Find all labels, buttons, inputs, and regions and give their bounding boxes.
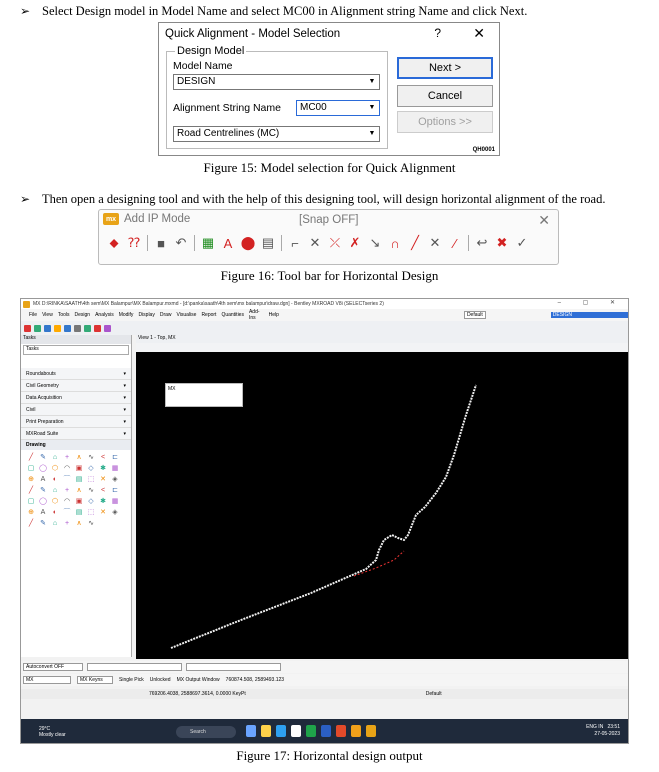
drawing-tool-icon[interactable]: A — [40, 509, 46, 516]
grid-icon[interactable]: ▦ — [201, 235, 215, 250]
icon-bar — [21, 321, 628, 335]
toolbar-separator — [281, 235, 282, 251]
mx-select[interactable]: MX — [23, 676, 71, 684]
menu-addins[interactable]: Add-Ins — [248, 309, 260, 321]
chevron-down-icon: ▾ — [123, 430, 126, 437]
menu-design[interactable]: Design — [74, 312, 91, 318]
snap-status: [Snap OFF] — [299, 214, 359, 226]
tool-icon[interactable] — [74, 325, 81, 332]
alignment-string-select[interactable]: MC00 ▼ — [296, 100, 380, 116]
instruction-step-2: ➢ Then open a designing tool and with the help of this designing tool, will design horizontal alignment of the road. — [20, 192, 606, 206]
edge-icon[interactable] — [276, 725, 286, 737]
bullet-arrow-icon: ➢ — [20, 4, 31, 18]
drawing-tool-icon[interactable]: ▢ — [27, 498, 35, 505]
drawing-tool-icon[interactable]: ⊕ — [28, 476, 34, 483]
tool-icon[interactable] — [54, 325, 61, 332]
string-type-select[interactable]: Road Centrelines (MC) ▼ — [173, 126, 380, 142]
tasks-tools-row — [21, 356, 131, 368]
task-row[interactable]: Roundabouts ▾ — [21, 368, 131, 380]
drawing-tool-icon[interactable]: ⬚ — [87, 509, 95, 516]
bullet-arrow-icon: ➢ — [20, 192, 31, 206]
view-window[interactable] — [136, 335, 628, 659]
group-title: Design Model — [177, 45, 245, 57]
chevron-down-icon: ▾ — [123, 370, 126, 377]
autoconvert-bar — [21, 661, 628, 673]
undo-icon[interactable]: ↶ — [175, 235, 187, 250]
drawing-tool-icon[interactable]: ⊕ — [28, 509, 34, 516]
drawing-tool-icon[interactable]: ◯ — [39, 465, 47, 472]
drawing-tool-icon[interactable]: ◈ — [112, 476, 118, 483]
drawing-tool-icon[interactable]: ▤ — [75, 509, 83, 516]
coords-readout: 760874.508, 2589493.123 — [225, 677, 285, 683]
accept-icon[interactable]: ✓ — [516, 235, 528, 250]
drawing-tool-icon[interactable]: ▤ — [75, 476, 83, 483]
mode-bar — [21, 674, 628, 686]
drawing-tool-icon[interactable]: < — [100, 454, 106, 461]
line-cross-icon[interactable]: ⤫ — [329, 235, 341, 250]
drawing-tool-icon[interactable]: ∿ — [88, 520, 94, 527]
menu-help[interactable]: Help — [268, 312, 279, 318]
floating-panel: MX — [165, 383, 243, 407]
tool-icon[interactable] — [44, 325, 51, 332]
drawing-tool-icon[interactable]: ⌂ — [52, 487, 58, 494]
drawing-tool-icon[interactable]: + — [64, 454, 70, 461]
task-rows — [21, 368, 131, 440]
menu-visualise[interactable]: Visualise — [176, 312, 197, 318]
taskbar-apps — [246, 725, 376, 737]
tool-icon[interactable] — [64, 325, 71, 332]
menu-draw[interactable]: Draw — [159, 312, 172, 318]
dialog-titlebar — [159, 23, 499, 45]
task-row[interactable]: Civil ▾ — [21, 404, 131, 416]
drawing-tool-icon[interactable]: ∧ — [76, 520, 82, 527]
drawing-tool-icon[interactable]: A — [40, 476, 46, 483]
tool-icon[interactable] — [24, 325, 31, 332]
taskbar-search[interactable]: Search — [176, 726, 236, 738]
print-icon[interactable]: ▤ — [261, 235, 275, 250]
drawing-tool-icon[interactable]: ✱ — [100, 498, 106, 505]
drawing-tool-icon[interactable]: ▦ — [111, 498, 119, 505]
app-titlebar — [21, 299, 628, 309]
drawing-tool-icon[interactable]: ◠ — [63, 465, 71, 472]
drawing-tool-icon[interactable]: ▦ — [111, 465, 119, 472]
task-row[interactable]: MXRoad Suite ▾ — [21, 428, 131, 440]
app-title: MX D:\RINKA\SAATH\4th sem\MX Balampur\MX Balampur.mxmd - [d:\panka\saath\4th sem\mx balampur\draw.dgn] - Bentley MXROAD V8i (SELECTseries 2) — [33, 301, 384, 307]
design-field[interactable]: DESIGN — [551, 312, 628, 318]
status-bar — [21, 689, 628, 699]
drawing-tools-grid — [21, 450, 131, 531]
alignment-string-label: Alignment String Name — [173, 102, 281, 114]
mx-logo: mx — [103, 213, 119, 225]
options-button[interactable]: Options >> — [397, 111, 493, 133]
drawing-tool-icon[interactable]: ◯ — [39, 498, 47, 505]
drawing-tool-icon[interactable]: ⬚ — [87, 476, 95, 483]
curve-icon[interactable]: ∕ — [453, 235, 457, 251]
chevron-down-icon: ▾ — [123, 382, 126, 389]
help-icon[interactable]: ⁇ — [128, 235, 140, 250]
menu-tools[interactable]: Tools — [57, 312, 70, 318]
menu-display[interactable]: Display — [138, 312, 155, 318]
menu-view[interactable]: View — [42, 312, 53, 318]
drawing-tool-icon[interactable]: ◐ — [52, 476, 58, 483]
drawing-tool-icon[interactable]: ◇ — [88, 465, 94, 472]
drawing-tool-icon[interactable]: ✕ — [100, 476, 106, 483]
next-button[interactable]: Next > — [397, 57, 493, 79]
model-name-select[interactable]: DESIGN ▼ — [173, 74, 380, 90]
app-icon[interactable] — [246, 725, 256, 737]
dialog-title: Quick Alignment - Model Selection — [165, 28, 341, 40]
drawing-tool-icon[interactable]: ⌂ — [52, 520, 58, 527]
quick-alignment-dialog — [158, 22, 500, 156]
drawing-tool-icon[interactable]: ⌒ — [63, 509, 71, 516]
excel-icon[interactable] — [306, 725, 316, 737]
tool-icon[interactable] — [84, 325, 91, 332]
help-icon[interactable]: ? — [434, 26, 441, 40]
close-icon[interactable]: ✕ — [538, 212, 550, 228]
powerpoint-icon[interactable] — [336, 725, 346, 737]
add-ip-icon[interactable]: ⌐ — [291, 235, 299, 251]
drawing-tool-icon[interactable]: ⊏ — [112, 454, 118, 461]
drawing-tool-icon[interactable]: ◇ — [88, 498, 94, 505]
task-row[interactable]: Print Preparation ▾ — [21, 416, 131, 428]
stop-icon[interactable]: ■ — [157, 235, 165, 251]
chevron-down-icon: ▼ — [368, 78, 376, 85]
design-model-group — [166, 45, 388, 149]
menu-bar — [21, 309, 628, 321]
road-centreline — [171, 385, 476, 648]
drawing-tool-icon[interactable]: ✕ — [100, 509, 106, 516]
dialog-code: QH0001 — [472, 147, 495, 153]
drawing-tool-icon[interactable]: ╱ — [28, 520, 34, 527]
folder-icon[interactable] — [261, 725, 271, 737]
view-title: View 1 - Top, MX — [136, 335, 628, 343]
stamp-icon[interactable]: ⬤ — [240, 235, 256, 250]
instruction-step-1: ➢ Select Design model in Model Name and select MC00 in Alignment string Name and click Next. — [20, 4, 528, 18]
output-window-toggle[interactable]: MX Output Window — [176, 677, 220, 683]
window-controls[interactable]: – ▢ ✕ — [557, 300, 625, 306]
drawing-tool-icon[interactable]: ▢ — [27, 465, 35, 472]
command-input-2[interactable] — [186, 663, 281, 671]
autoconvert-field[interactable]: Autoconvert OFF — [23, 663, 83, 671]
unlocked-select[interactable]: Unlocked — [149, 677, 171, 683]
drawing-tool-icon[interactable]: ⬡ — [51, 465, 59, 472]
arrow-down-icon[interactable]: ↘ — [369, 235, 381, 250]
drawing-tool-icon[interactable]: ∧ — [76, 487, 82, 494]
drawing-tool-icon[interactable]: ∧ — [76, 454, 82, 461]
app-icon — [23, 301, 30, 308]
default-status: Default — [425, 691, 442, 697]
mxroad-screenshot — [20, 298, 629, 744]
multi-cross-icon[interactable]: ✗ — [349, 235, 361, 250]
toolbar-separator — [147, 235, 148, 251]
chevron-down-icon: ▾ — [123, 406, 126, 413]
chevron-down-icon: ▾ — [123, 418, 126, 425]
drawing-header[interactable]: Drawing — [21, 440, 131, 450]
label-icon[interactable]: A — [223, 235, 233, 251]
windows-taskbar — [21, 719, 628, 744]
return-icon[interactable]: ↩ — [476, 235, 488, 250]
tool-icon[interactable] — [104, 325, 111, 332]
tool-icon[interactable] — [94, 325, 101, 332]
drawing-tool-icon[interactable]: ▣ — [75, 498, 83, 505]
level-select[interactable]: Default — [464, 311, 486, 319]
figure-16-caption: Figure 16: Tool bar for Horizontal Design — [220, 268, 439, 283]
cancel-icon[interactable]: ✖ — [496, 235, 508, 250]
drawing-tool-icon[interactable]: < — [100, 487, 106, 494]
drawing-tool-icon[interactable]: + — [64, 520, 70, 527]
drawing-tool-icon[interactable]: ▣ — [75, 465, 83, 472]
x-line-icon[interactable]: ✕ — [429, 235, 441, 250]
mx-keyns-select[interactable]: MX Keyns — [77, 676, 113, 684]
close-icon[interactable]: ✕ — [473, 25, 485, 41]
chrome-icon[interactable] — [351, 725, 361, 737]
mx-icon[interactable] — [366, 725, 376, 737]
cross-icon[interactable]: ✕ — [309, 235, 321, 250]
drawing-tool-icon[interactable]: ╱ — [28, 454, 34, 461]
figure-15-caption: Figure 15: Model selection for Quick Alignment — [203, 160, 456, 175]
drawing-tool-icon[interactable]: ◠ — [63, 498, 71, 505]
menu-modify[interactable]: Modify — [118, 312, 134, 318]
slash-icon[interactable]: ╱ — [411, 235, 419, 250]
drawing-tool-icon[interactable]: ✎ — [40, 487, 46, 494]
pin-icon[interactable]: ⬥ — [109, 235, 119, 250]
chevron-down-icon: ▾ — [123, 394, 126, 401]
drawing-tool-icon[interactable]: ⌂ — [52, 454, 58, 461]
drawing-tool-icon[interactable]: + — [64, 487, 70, 494]
single-pick-select[interactable]: Single Pick — [119, 677, 144, 683]
status-coords: 769206.4038, 2588697.3614, 0.0000 KeyPt — [149, 691, 246, 697]
alignment-drawing — [136, 335, 628, 659]
menu-file[interactable]: File — [29, 312, 38, 318]
command-input[interactable] — [87, 663, 182, 671]
drawing-tool-icon[interactable]: ◈ — [112, 509, 118, 516]
chevron-down-icon: ▼ — [368, 104, 376, 111]
toolbar-separator — [194, 235, 195, 251]
horizontal-design-toolbar — [98, 209, 559, 265]
figure-17-caption: Figure 17: Horizontal design output — [236, 748, 423, 763]
tool-icon[interactable] — [34, 325, 41, 332]
menu-analysis[interactable]: Analysis — [95, 312, 114, 318]
menu-quantities[interactable]: Quantities — [221, 312, 244, 318]
drawing-tool-icon[interactable]: ╱ — [28, 487, 34, 494]
drawing-tool-icon[interactable]: ⌒ — [63, 476, 71, 483]
drawing-tool-icon[interactable]: ∿ — [88, 454, 94, 461]
drawing-tool-icon[interactable]: ⬡ — [51, 498, 59, 505]
toolbar-icons — [105, 234, 531, 252]
weather-widget[interactable]: 29°C Mostly clear — [39, 726, 66, 738]
system-tray: ENG IN 23:51 27-05-2023 — [586, 724, 620, 737]
drawing-tool-icon[interactable]: ✎ — [40, 454, 46, 461]
arc-icon[interactable]: ∩ — [390, 235, 400, 251]
menu-report[interactable]: Report — [201, 312, 217, 318]
drawing-tool-icon[interactable]: ⊏ — [112, 487, 118, 494]
cancel-button[interactable]: Cancel — [397, 85, 493, 107]
toolbar-title: mx Add IP Mode — [103, 213, 190, 225]
tasks-header: Tasks — [21, 335, 131, 344]
store-icon[interactable] — [291, 725, 301, 737]
drawing-tool-icon[interactable]: ✱ — [100, 465, 106, 472]
word-icon[interactable] — [321, 725, 331, 737]
tasks-select[interactable]: Tasks — [23, 345, 129, 355]
model-name-label: Model Name — [173, 60, 233, 72]
drawing-tool-icon[interactable]: ◐ — [52, 509, 58, 516]
chevron-down-icon: ▼ — [368, 130, 376, 137]
design-alignment — [354, 551, 404, 576]
drawing-tool-icon[interactable]: ✎ — [40, 520, 46, 527]
tasks-panel — [21, 335, 132, 657]
drawing-tool-icon[interactable]: ∿ — [88, 487, 94, 494]
task-row[interactable]: Data Acquisition ▾ — [21, 392, 131, 404]
toolbar-separator — [468, 235, 469, 251]
task-row[interactable]: Civil Geometry ▾ — [21, 380, 131, 392]
